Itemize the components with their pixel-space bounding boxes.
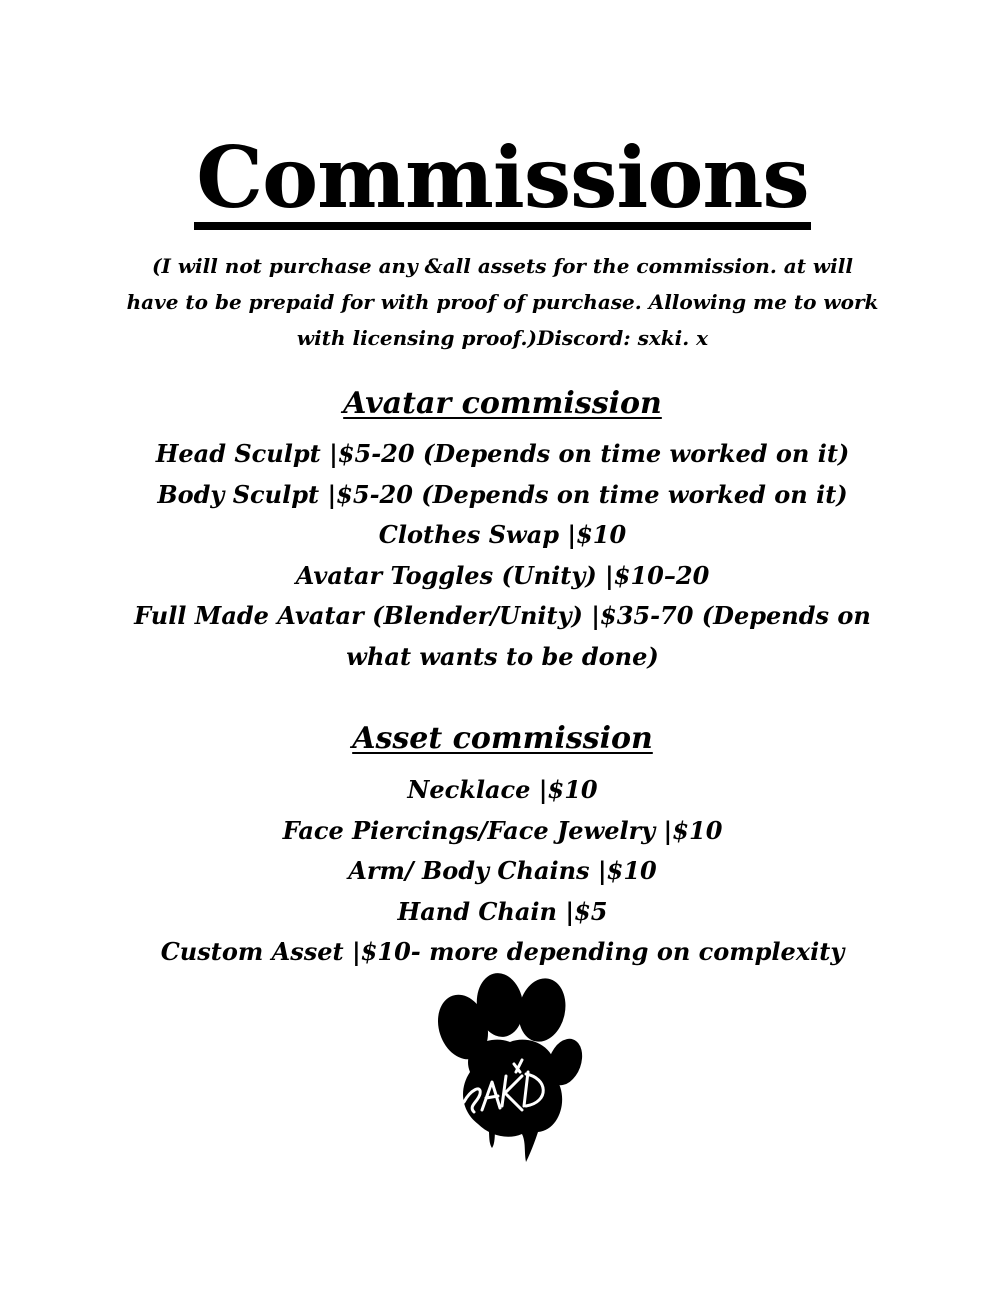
price-item-necklace: Necklace |$10 — [407, 775, 598, 804]
disclaimer-note: (I will not purchase any &all assets for the commission. at will have to be prepaid for with proof of purchase. Allowing me to work with licensing proof.)Discord: sxki. x — [126, 254, 879, 350]
asset-price-list — [120, 770, 885, 973]
avatar-price-list — [120, 434, 885, 677]
asset-section-heading-text: Asset commission — [352, 721, 653, 756]
price-item-avatar-toggles: Avatar Toggles (Unity) |$10–20 — [295, 560, 710, 590]
price-item-face-piercings: Face Piercings/Face Jewelry |$10 — [282, 815, 723, 845]
page-title — [0, 128, 1005, 230]
price-item-body-sculpt: Body Sculpt |$5-20 (Depends on time worked on it) — [157, 479, 848, 509]
asset-section-heading — [0, 719, 1005, 759]
avatar-section-heading-text: Avatar commission — [343, 386, 662, 421]
page-title-text: Commissions — [194, 134, 810, 230]
price-item-hand-chain: Hand Chain |$5 — [397, 896, 608, 926]
price-item-arm-body-chains: Arm/ Body Chains |$10 — [348, 856, 657, 885]
paw-print-icon — [430, 972, 585, 1164]
price-item-clothes-swap: Clothes Swap |$10 — [378, 520, 627, 549]
price-item-full-avatar: Full Made Avatar (Blender/Unity) |$35-70 (Depends on what wants to be done) — [134, 601, 871, 671]
avatar-section-heading — [0, 384, 1005, 424]
price-item-head-sculpt: Head Sculpt |$5-20 (Depends on time worked on it) — [155, 439, 850, 468]
paw-print-logo-svg — [430, 972, 585, 1164]
price-item-custom-asset: Custom Asset |$10- more depending on complexity — [160, 937, 845, 966]
